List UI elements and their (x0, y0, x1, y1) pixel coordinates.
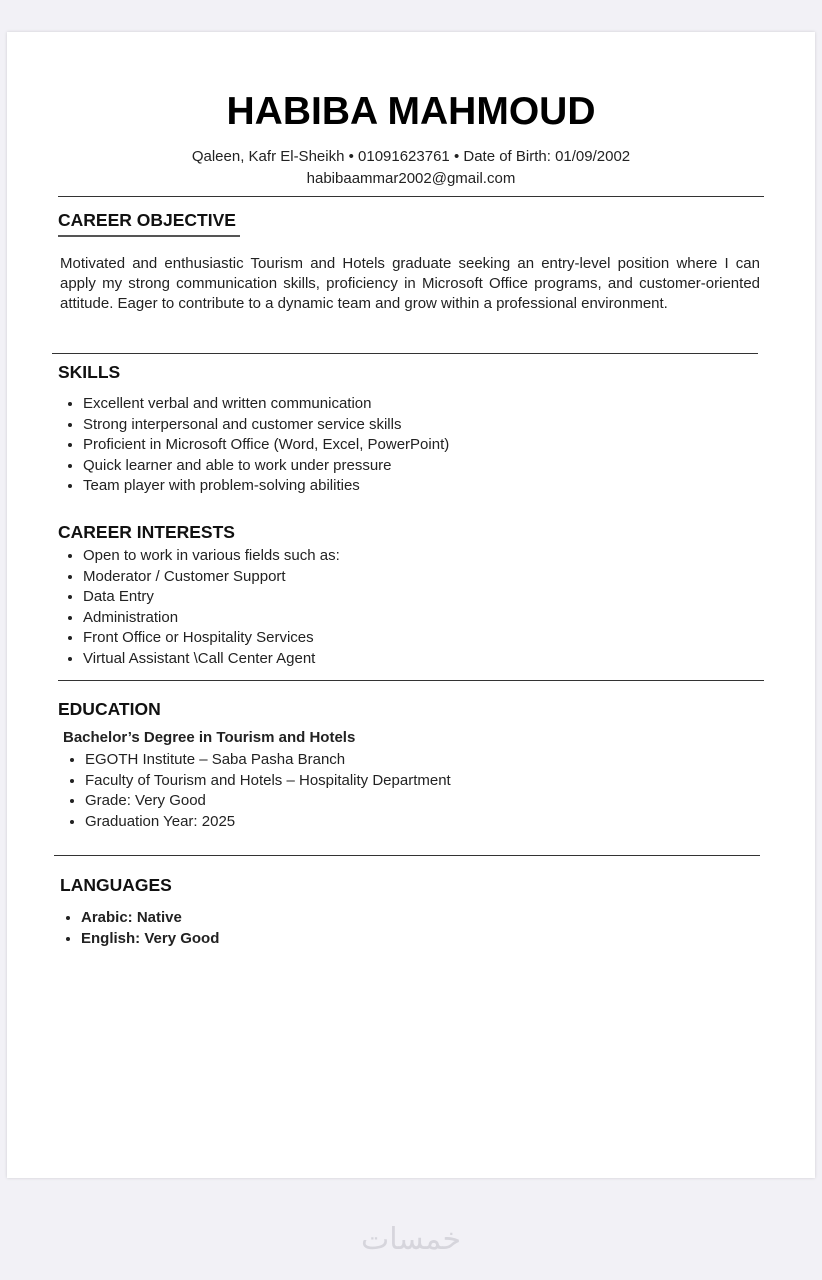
skills-list (59, 394, 449, 497)
list-item: • Data Entry (83, 587, 340, 608)
list-item: • Grade: Very Good (85, 791, 451, 812)
list-item: • Strong interpersonal and customer service skills (83, 415, 449, 436)
list-item: • Faculty of Tourism and Hotels – Hospitality Department (85, 771, 451, 792)
career-interests-heading: CAREER INTERESTS (58, 522, 235, 542)
heading-underline (58, 235, 240, 237)
career-objective-heading: CAREER OBJECTIVE (58, 210, 236, 230)
career-interests-list (59, 546, 340, 669)
list-item: • Team player with problem-solving abilities (83, 476, 449, 497)
candidate-name: HABIBA MAHMOUD (226, 90, 596, 133)
divider (58, 680, 764, 681)
career-objective-text: Motivated and enthusiastic Tourism and Hotels graduate seeking an entry-level position where I can apply my strong communication skills, proficiency in Microsoft Office programs, and customer-oriented attitude. Eager to contribute to a dynamic team and grow within a professional environment. (60, 255, 760, 312)
education-heading: EDUCATION (58, 699, 161, 719)
list-item: • Front Office or Hospitality Services (83, 628, 340, 649)
watermark-logo: خمسات (360, 1222, 462, 1257)
list-item: • EGOTH Institute – Saba Pasha Branch (85, 750, 451, 771)
list-item: • Excellent verbal and written communication (83, 394, 449, 415)
resume-page (7, 32, 815, 1178)
list-item: • Quick learner and able to work under pressure (83, 456, 449, 477)
languages-heading: LANGUAGES (60, 875, 172, 895)
skills-heading: SKILLS (58, 362, 121, 382)
list-item: • Moderator / Customer Support (83, 567, 340, 588)
list-item: • Virtual Assistant \Call Center Agent (83, 649, 340, 670)
list-item: • Proficient in Microsoft Office (Word, Excel, PowerPoint) (83, 435, 449, 456)
divider (58, 196, 764, 197)
languages-list (57, 908, 219, 949)
list-item: • Arabic: Native (81, 908, 219, 929)
list-item: • English: Very Good (81, 929, 219, 950)
degree-title: Bachelor’s Degree in Tourism and Hotels (63, 729, 356, 746)
education-list (61, 750, 451, 832)
divider (54, 855, 760, 856)
contact-line: Qaleen, Kafr El-Sheikh • 01091623761 • Date of Birth: 01/09/2002 (191, 148, 631, 165)
list-item: • Administration (83, 608, 340, 629)
divider (52, 353, 758, 354)
email: habibaammar2002@gmail.com (306, 170, 516, 187)
list-item: • Open to work in various fields such as: (83, 546, 340, 567)
list-item: • Graduation Year: 2025 (85, 812, 451, 833)
